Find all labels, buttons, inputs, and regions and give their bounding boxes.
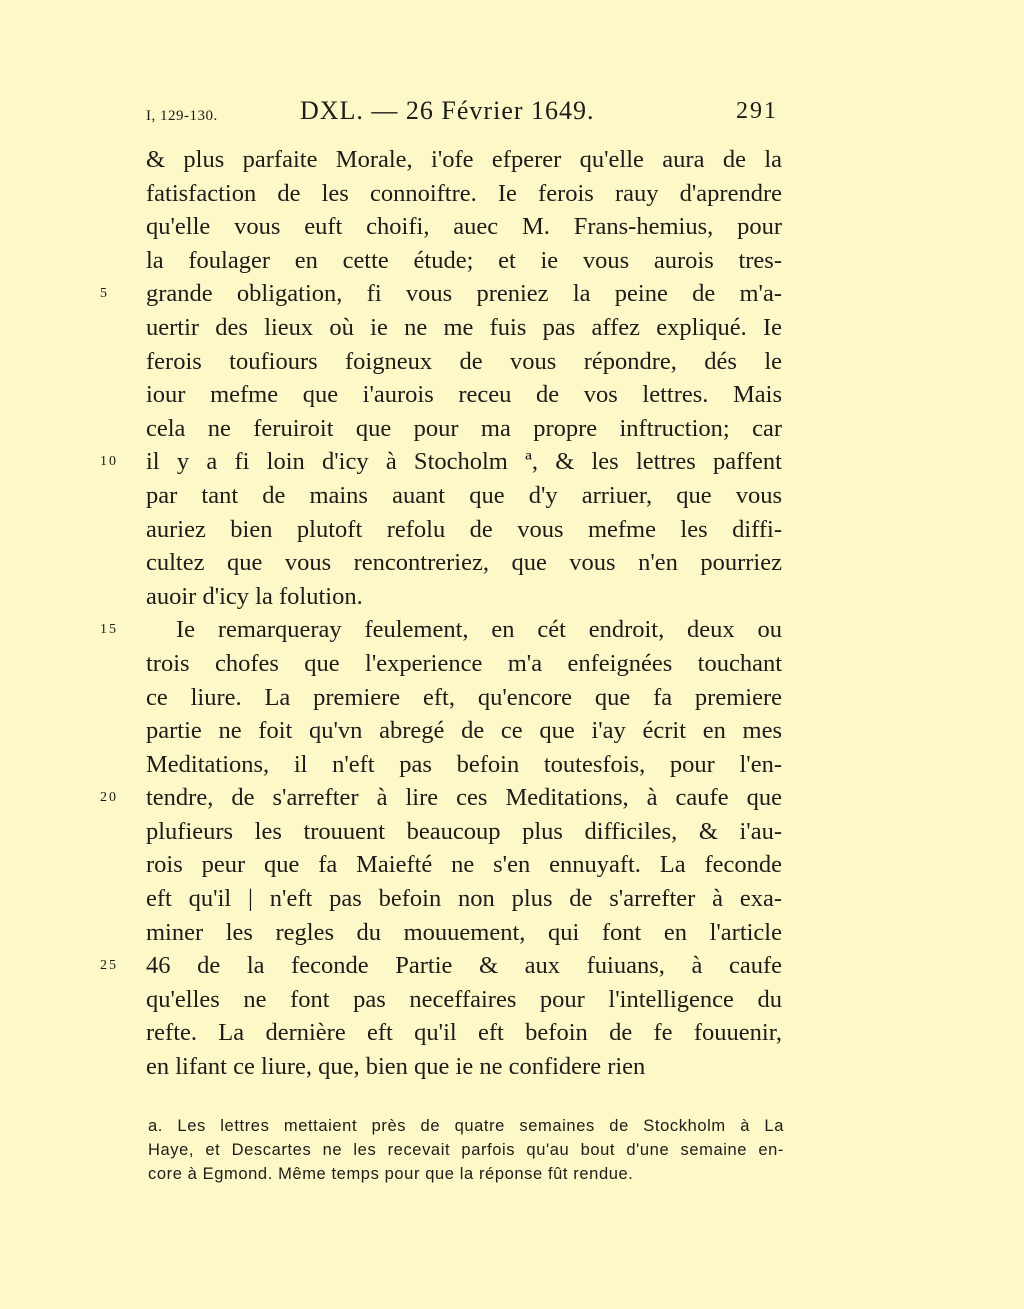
line-text: rois peur que fa Maiefté ne s'en ennuyaft. La feconde — [146, 851, 782, 879]
text-line — [146, 378, 782, 412]
line-text: ce liure. La premiere eft, qu'encore que fa premiere — [146, 683, 782, 711]
line-number: 20 — [100, 790, 118, 806]
text-line — [146, 882, 782, 916]
line-text: grande obligation, fi vous preniez la peine de m'a- — [146, 280, 782, 308]
text-line — [100, 949, 782, 983]
line-text: eft qu'il | n'eft pas befoin non plus de s'arrefter à exa- — [146, 885, 782, 913]
text-line — [146, 244, 782, 278]
line-text: plufieurs les trouuent beaucoup plus difficiles, & i'au- — [146, 817, 782, 845]
text-line — [146, 681, 782, 715]
line-number: 15 — [100, 622, 118, 638]
line-number: 5 — [100, 286, 109, 302]
line-text: partie ne foit qu'vn abregé de ce que i'ay écrit en mes — [146, 717, 782, 745]
line-text: qu'elles ne font pas neceffaires pour l'intelligence du — [146, 985, 782, 1013]
line-text: Meditations, il n'eft pas befoin toutesfois, pour l'en- — [146, 750, 782, 778]
line-text: la foulager en cette étude; et ie vous aurois tres- — [146, 246, 782, 274]
text-line — [146, 983, 782, 1017]
text-line — [146, 546, 782, 580]
text-line — [146, 1016, 782, 1050]
line-text: iour mefme que i'aurois receu de vos lettres. Mais — [146, 381, 782, 409]
line-text: uertir des lieux où ie ne me fuis pas affez expliqué. Ie — [146, 313, 782, 341]
footnote — [148, 1114, 784, 1186]
line-text: il y a fi loin d'icy à Stocholm ª, & les lettres paffent — [146, 448, 782, 476]
line-text: miner les regles du mouuement, qui font en l'article — [146, 918, 782, 946]
line-text: fatisfaction de les connoiftre. Ie ferois rauy d'aprendre — [146, 179, 782, 207]
line-text: qu'elle vous euft choifi, auec M. Frans-hemius, pour — [146, 213, 782, 241]
page-number: 291 — [736, 98, 778, 124]
text-line — [146, 916, 782, 950]
line-number: 25 — [100, 958, 118, 974]
volume-reference: I, 129-130. — [146, 108, 218, 124]
running-header — [0, 96, 1024, 136]
text-line — [100, 781, 782, 815]
line-text: & plus parfaite Morale, i'ofe efperer qu'elle aura de la — [146, 146, 782, 173]
text-line — [100, 613, 782, 647]
letter-heading: DXL. — 26 Février 1649. — [300, 96, 595, 125]
line-text: par tant de mains auant que d'y arriuer, que vous — [146, 481, 782, 509]
line-text: cultez que vous rencontreriez, que vous n'en pourriez — [146, 549, 782, 577]
text-line — [146, 210, 782, 244]
text-line — [146, 513, 782, 547]
text-line — [146, 177, 782, 211]
text-line — [146, 714, 782, 748]
footnote-line: a. Les lettres mettaient près de quatre semaines de Stockholm à La — [148, 1117, 784, 1135]
line-text: Ie remarqueray feulement, en cét endroit, deux ou — [176, 616, 782, 644]
footnote-line: Haye, et Descartes ne les recevait parfois qu'au bout d'une semaine en- — [148, 1141, 784, 1159]
text-line — [146, 479, 782, 513]
line-text: refte. La dernière eft qu'il eft befoin de fe fouuenir, — [146, 1019, 782, 1047]
text-line — [146, 311, 782, 345]
text-line — [146, 815, 782, 849]
line-text: auriez bien plutoft refolu de vous mefme les diffi- — [146, 515, 782, 543]
line-text: tendre, de s'arrefter à lire ces Meditations, à caufe que — [146, 784, 782, 812]
text-line — [146, 143, 782, 177]
line-text: en lifant ce liure, que, bien que ie ne confidere rien — [146, 1053, 646, 1081]
text-line — [146, 647, 782, 681]
text-line — [146, 580, 782, 614]
text-line — [146, 412, 782, 446]
text-line — [100, 445, 782, 479]
text-line — [146, 748, 782, 782]
letter-body — [100, 143, 782, 1084]
line-text: auoir d'icy la folution. — [146, 582, 363, 610]
footnote-line: core à Egmond. Même temps pour que la réponse fût rendue. — [148, 1165, 634, 1183]
line-text: ferois toufiours foigneux de vous répondre, dés le — [146, 347, 782, 375]
line-text: cela ne feruiroit que pour ma propre inftruction; car — [146, 414, 782, 442]
text-line — [146, 345, 782, 379]
line-text: 46 de la feconde Partie & aux fuiuans, à caufe — [146, 952, 782, 980]
line-text: trois chofes que l'experience m'a enfeignées touchant — [146, 649, 782, 677]
text-line — [146, 1050, 782, 1084]
text-line — [100, 277, 782, 311]
line-number: 10 — [100, 454, 118, 470]
text-line — [146, 848, 782, 882]
